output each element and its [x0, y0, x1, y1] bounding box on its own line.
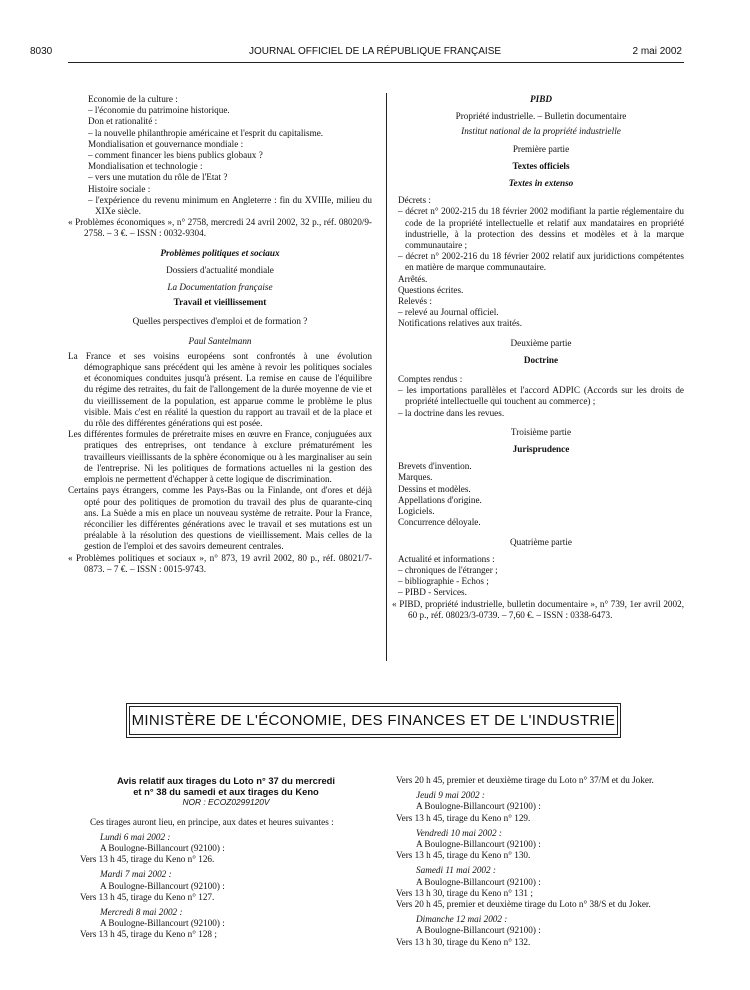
dossier-title: Travail et vieillissement: [173, 297, 267, 308]
reference-problemes-economiques: « Problèmes économiques », n° 2758, mercredi 24 avril 2002, 32 p., réf. 08020/9-2758. – 3 €. – ISSN : 0032-9304.: [68, 217, 372, 239]
draw-line: Vers 13 h 45, tirage du Keno n° 126.: [80, 854, 215, 865]
topic-line: – l'économie du patrimoine historique.: [88, 105, 230, 116]
draw-day: Mercredi 8 mai 2002 :: [100, 907, 183, 918]
reference-ppsoc: « Problèmes politiques et sociaux », n° 873, 19 avril 2002, 80 p., réf. 08021/7-0873. – 7 €. – ISSN : 0015-9743.: [68, 552, 372, 574]
left-column: [68, 94, 372, 575]
draw-day: Samedi 11 mai 2002 :: [416, 865, 496, 876]
part-subtitle: Textes in extenso: [508, 178, 574, 189]
list-label: Relevés :: [398, 296, 432, 307]
list-label: Questions écrites.: [398, 284, 464, 295]
section-title: Problèmes politiques et sociaux: [160, 247, 280, 258]
draw-day: Dimanche 12 mai 2002 :: [416, 914, 508, 925]
avis-column-left: [80, 775, 372, 941]
topic-line: – la nouvelle philanthropie américaine et l'esprit du capitalisme.: [88, 127, 324, 138]
list-label: Décrets :: [398, 195, 431, 206]
reference-pibd: « PIBD, propriété industrielle, bulletin documentaire », n° 739, 1er avril 2002, 60 p., réf. 08023/3-0739. – 7,60 €. – ISSN : 0338-6473.: [392, 598, 684, 620]
draw-place: A Boulogne-Billancourt (92100) :: [416, 925, 541, 936]
draw-line: Vers 13 h 30, tirage du Keno n° 131 ;: [396, 887, 533, 898]
draw-place: A Boulogne-Billancourt (92100) :: [416, 839, 541, 850]
avis-title: et n° 38 du samedi et aux tirages du Keno: [133, 786, 319, 798]
dossier-question: Quelles perspectives d'emploi et de formation ?: [132, 316, 308, 327]
body-paragraph: Certains pays étrangers, comme les Pays-Bas ou la Finlande, ont d'ores et déjà opté pour des politiques de promotion du travail des plus de quarante-cinq ans. La Suède a mis en place un nouveau système de retraite. Pour la France, réconcilier les différentes générations avec le travail et ses mutations est un préalable à la résolution des questions de vieillissement. Mais celles de la gestion de l'emploi et des savoirs demeurent centrales.: [68, 485, 372, 552]
topic-line: – comment financer les biens publics globaux ?: [88, 150, 263, 161]
journal-title: JOURNAL OFFICIEL DE LA RÉPUBLIQUE FRANÇAISE: [248, 46, 502, 57]
topic-line: – l'expérience du revenu minimum en Angleterre : fin du XVIIIe, milieu du XIXe siècle.: [88, 194, 372, 217]
ministry-name: MINISTÈRE DE L'ÉCONOMIE, DES FINANCES ET DE L'INDUSTRIE: [131, 712, 616, 729]
part-heading: Troisième partie: [510, 426, 572, 437]
avis-column-right: [396, 775, 684, 948]
page-number: 8030: [30, 46, 53, 57]
draw-day: Vendredi 10 mai 2002 :: [416, 827, 502, 838]
economics-topics: [68, 94, 372, 217]
draw-day: Lundi 6 mai 2002 :: [100, 831, 171, 842]
list-item: – chroniques de l'étranger ;: [398, 564, 498, 575]
draw-line: Vers 20 h 45, premier et deuxième tirage du Loto n° 37/M et du Joker.: [396, 775, 654, 785]
list-item: – bibliographie - Echos ;: [398, 576, 489, 587]
pibd-subtitle: Propriété industrielle. – Bulletin documentaire: [455, 111, 627, 122]
list-item: Appellations d'origine.: [398, 494, 482, 505]
list-item: Dessins et modèles.: [398, 483, 471, 494]
list-label: Actualité et informations :: [398, 553, 495, 564]
draw-day: Jeudi 9 mai 2002 :: [416, 790, 485, 801]
list-item: Brevets d'invention.: [398, 461, 472, 472]
part-title: Textes officiels: [512, 160, 570, 171]
list-item: – les importations parallèles et l'accord ADPIC (Accords sur les droits de propriété intellectuelle qui touchent au commerce) ;: [398, 385, 684, 407]
draw-line: Vers 20 h 45, premier et deuxième tirage du Loto n° 38/S et du Joker.: [396, 899, 651, 910]
decree-item: – décret n° 2002-215 du 18 février 2002 modifiant la partie réglementaire du code de la propriété intellectuelle et relatif aux mandataires en propriété industrielle, à la protection des dessins et modèles et à la marque communautaire ;: [398, 206, 684, 251]
draw-place: A Boulogne-Billancourt (92100) :: [416, 801, 541, 812]
issue-date: 2 mai 2002: [632, 46, 682, 57]
list-label: Comptes rendus :: [398, 374, 463, 385]
list-label: Notifications relatives aux traités.: [398, 318, 522, 329]
part-title: Jurisprudence: [512, 444, 570, 455]
topic-line: Mondialisation et gouvernance mondiale :: [88, 138, 244, 149]
avis-intro: Ces tirages auront lieu, en principe, aux dates et heures suivantes :: [90, 816, 334, 827]
topic-line: Don et rationalité :: [88, 116, 158, 127]
list-item: Concurrence déloyale.: [398, 517, 481, 528]
list-item: Marques.: [398, 472, 433, 483]
list-item: Logiciels.: [398, 506, 435, 517]
institute-name: Institut national de la propriété industrielle: [461, 126, 621, 137]
part-title: Doctrine: [523, 354, 559, 365]
pibd-title: PIBD: [530, 94, 552, 104]
ministry-header: [129, 706, 618, 735]
draw-line: Vers 13 h 45, tirage du Keno n° 127.: [80, 891, 215, 902]
list-item: – relevé au Journal officiel.: [398, 307, 499, 318]
column-divider: [386, 93, 387, 661]
nor-code: NOR : ECOZ0299120V: [182, 797, 270, 808]
draw-day: Mardi 7 mai 2002 :: [100, 869, 172, 880]
publisher-line: La Documentation française: [167, 282, 273, 293]
header-rule: [68, 62, 684, 63]
topic-line: – vers une mutation du rôle de l'Etat ?: [88, 172, 228, 183]
avis-title: Avis relatif aux tirages du Loto n° 37 du mercredi: [116, 775, 336, 786]
list-item: – la doctrine dans les revues.: [398, 407, 505, 418]
body-paragraph: La France et ses voisins européens sont confrontés à une évolution démographique sans précédent qui les amène à revoir les politiques sociales et économiques conduites jusqu'à présent. La remise en cause de l'équilibre du régime des retraites, du fait de l'allongement de la durée moyenne de vie et du vieillissement de la population, est apparue comme le problème le plus visible. Mais c'est en réalité la question du rapport au travail et de la place et du rôle des différentes générations qui est posée.: [68, 350, 372, 429]
dossiers-line: Dossiers d'actualité mondiale: [166, 264, 274, 275]
draw-line: Vers 13 h 45, tirage du Keno n° 128 ;: [80, 929, 217, 940]
right-column: [392, 94, 684, 621]
topic-line: Histoire sociale :: [88, 183, 151, 194]
draw-place: A Boulogne-Billancourt (92100) :: [100, 880, 225, 891]
topic-line: Economie de la culture :: [88, 94, 178, 104]
list-item: – PIBD - Services.: [398, 587, 467, 598]
draw-line: Vers 13 h 30, tirage du Keno n° 132.: [396, 936, 531, 947]
part-heading: Quatrième partie: [510, 536, 572, 547]
author-name: Paul Santelmann: [188, 335, 252, 346]
topic-line: Mondialisation et technologie :: [88, 161, 203, 172]
draw-line: Vers 13 h 45, tirage du Keno n° 130.: [396, 850, 531, 861]
part-heading: Première partie: [512, 143, 570, 154]
draw-place: A Boulogne-Billancourt (92100) :: [100, 918, 225, 929]
decree-item: – décret n° 2002-216 du 18 février 2002 relatif aux juridictions compétentes en matière de marque communautaire.: [398, 251, 684, 273]
list-label: Arrêtés.: [398, 273, 428, 284]
part-heading: Deuxième partie: [510, 337, 572, 348]
body-paragraph: Les différentes formules de préretraite mises en œuvre en France, conjuguées aux pratiques des entreprises, ont tendance à exclure prématurément les travailleurs vieillissants de la sphère économique ou à les marginaliser au sein de l'entreprise. Ni les politiques de formations actuelles ni la gestion des emplois ne permettent d'échapper à cette logique de discrimination.: [68, 429, 372, 485]
draw-place: A Boulogne-Billancourt (92100) :: [100, 843, 225, 854]
draw-place: A Boulogne-Billancourt (92100) :: [416, 876, 541, 887]
draw-line: Vers 13 h 45, tirage du Keno n° 129.: [396, 812, 531, 823]
